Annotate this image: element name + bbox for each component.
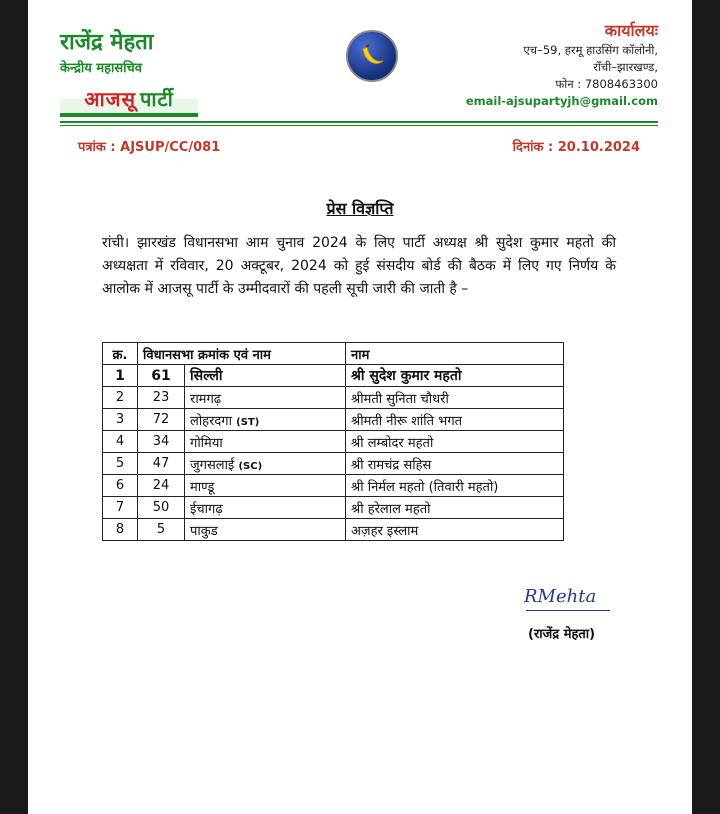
office-line-1: एच–59, हरमू हाउसिंग कॉलोनी,	[523, 43, 658, 57]
row-candidate: श्री निर्मल महतो (तिवारी महतो)	[346, 475, 564, 497]
office-email: email-ajsupartyjh@gmail.com	[465, 94, 658, 108]
header-candidate: नाम	[346, 343, 564, 365]
row-constituency	[185, 365, 346, 387]
row-constituency-number: 61	[138, 365, 185, 387]
row-constituency-number: 23	[138, 387, 185, 409]
row-constituency	[185, 519, 346, 541]
office-address	[466, 20, 658, 110]
header-divider	[60, 121, 658, 123]
header-serial: क्र.	[103, 343, 138, 365]
signer-name: (राजेंद्र मेहता)	[528, 627, 596, 642]
candidate-table	[102, 342, 564, 541]
header-divider-thin	[60, 125, 658, 126]
row-serial: 8	[103, 519, 138, 541]
row-constituency-number: 50	[138, 497, 185, 519]
constituency-name: ईचागढ़	[190, 501, 223, 517]
constituency-name: लोहरदगा	[190, 413, 232, 429]
row-serial: 5	[103, 453, 138, 475]
office-phone: फोन : 7808463300	[555, 77, 658, 91]
header-constituency: विधानसभा क्रमांक एवं नाम	[138, 343, 346, 365]
constituency-name: गोमिया	[190, 435, 223, 451]
row-constituency	[185, 409, 346, 431]
table-row	[103, 409, 564, 431]
row-serial: 6	[103, 475, 138, 497]
row-candidate: श्री सुदेश कुमार महतो	[346, 365, 564, 387]
party-logo-text-1: आजसू	[84, 86, 136, 111]
table-header-row	[103, 343, 564, 365]
table-row	[103, 431, 564, 453]
constituency-name: पाकुड	[190, 523, 218, 539]
constituency-name: रामगढ़	[190, 391, 222, 407]
table-row	[103, 453, 564, 475]
table-row	[103, 519, 564, 541]
table-row	[103, 497, 564, 519]
row-constituency-number: 5	[138, 519, 185, 541]
row-candidate: श्री लम्बोदर महतो	[346, 431, 564, 453]
row-constituency-number: 24	[138, 475, 185, 497]
office-line-2: राँची–झारखण्ड,	[593, 60, 658, 74]
constituency-name: जुगसलाई	[190, 457, 235, 473]
table-row	[103, 475, 564, 497]
row-constituency	[185, 431, 346, 453]
document-title: प्रेस विज्ञप्ति	[326, 199, 394, 218]
constituency-name: सिल्ली	[190, 368, 223, 384]
row-candidate: अज़हर इस्लाम	[346, 519, 564, 541]
row-candidate: श्रीमती सुनिता चौधरी	[346, 387, 564, 409]
party-logo	[60, 83, 198, 117]
sender-designation: केन्द्रीय महासचिव	[60, 61, 143, 76]
letter-date: दिनांक : 20.10.2024	[512, 140, 640, 155]
handwritten-signature: RMehta	[524, 586, 597, 607]
row-serial: 2	[103, 387, 138, 409]
table-row	[103, 387, 564, 409]
party-logo-text-2: पार्टी	[140, 86, 174, 111]
row-constituency-number: 47	[138, 453, 185, 475]
reserved-tag: (SC)	[238, 460, 263, 472]
row-constituency	[185, 475, 346, 497]
banana-emblem-icon	[346, 30, 398, 82]
press-release-page	[28, 0, 692, 814]
row-candidate: श्रीमती नीरू शांति भगत	[346, 409, 564, 431]
row-serial: 4	[103, 431, 138, 453]
row-constituency	[185, 497, 346, 519]
reserved-tag: (ST)	[236, 416, 260, 428]
row-candidate: श्री रामचंद्र सहिस	[346, 453, 564, 475]
row-constituency	[185, 453, 346, 475]
sender-name: राजेंद्र मेहता	[60, 30, 154, 55]
row-constituency-number: 34	[138, 431, 185, 453]
reference-number: पत्रांक : AJSUP/CC/081	[78, 140, 221, 155]
row-serial: 7	[103, 497, 138, 519]
row-candidate: श्री हरेलाल महतो	[346, 497, 564, 519]
row-serial: 3	[103, 409, 138, 431]
signature-underline	[526, 610, 610, 611]
row-constituency	[185, 387, 346, 409]
table-row	[103, 365, 564, 387]
constituency-name: माण्डू	[190, 479, 215, 495]
body-paragraph: रांची। झारखंड विधानसभा आम चुनाव 2024 के लिए पार्टी अध्यक्ष श्री सुदेश कुमार महतो की अध्यक्षता में रविवार, 20 अक्टूबर, 2024 को हुई संसदीय बोर्ड की बैठक में लिए गए निर्णय के आलोक में आजसू पार्टी के उम्मीदवारों की पहली सूची जारी की जाती है –	[102, 235, 616, 297]
row-serial: 1	[103, 365, 138, 387]
office-title: कार्यालयः	[604, 21, 658, 40]
row-constituency-number: 72	[138, 409, 185, 431]
